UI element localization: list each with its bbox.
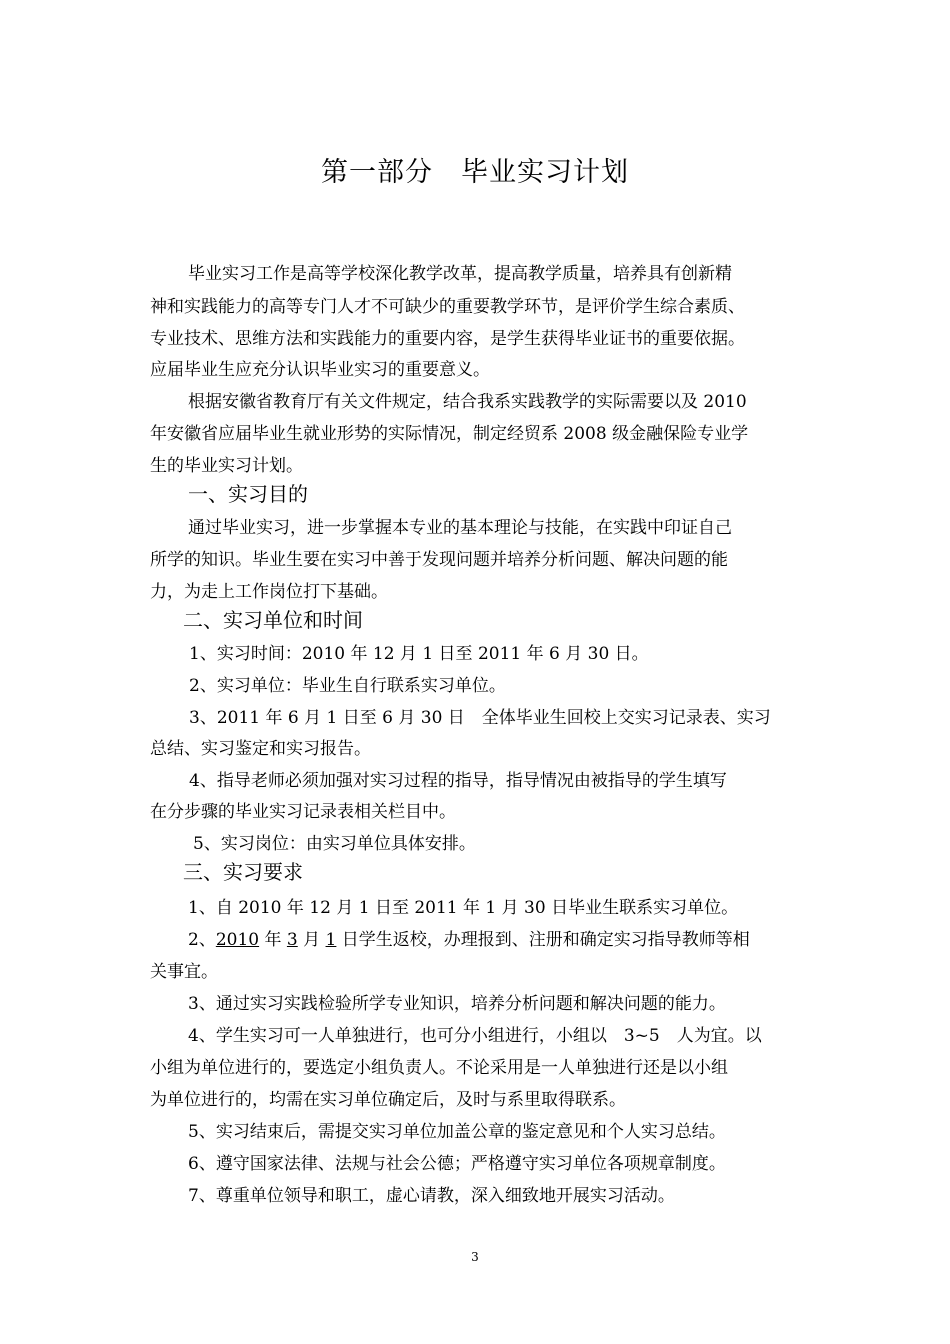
requirement-item: 关事宜。 — [150, 962, 218, 982]
intro-line: 生的毕业实习计划。 — [150, 456, 303, 476]
underlined-day: 1 — [325, 930, 337, 950]
intro-line: 专业技术、思维方法和实践能力的重要内容，是学生获得毕业证书的重要依据。 — [150, 329, 745, 349]
requirement-item: 1、自 2010 年 12 月 1 日至 2011 年 1 月 30 日毕业生联系实习单位。 — [188, 898, 739, 918]
unit-time-item: 在分步骤的毕业实习记录表相关栏目中。 — [150, 802, 456, 822]
intro-line: 根据安徽省教育厅有关文件规定，结合我系实践教学的实际需要以及 2010 — [188, 392, 747, 412]
unit-time-item: 1、实习时间：2010 年 12 月 1 日至 2011 年 6 月 30 日。 — [189, 644, 649, 664]
underlined-year: 2010 — [215, 930, 260, 950]
requirement-item: 为单位进行的，均需在实习单位确定后，及时与系里取得联系。 — [150, 1090, 626, 1110]
underlined-month: 3 — [286, 930, 298, 950]
requirement-item: 7、尊重单位领导和职工，虚心请教，深入细致地开展实习活动。 — [188, 1186, 675, 1206]
unit-time-item: 2、实习单位：毕业生自行联系实习单位。 — [189, 676, 506, 696]
requirement-item — [188, 928, 750, 952]
unit-time-item: 3、2011 年 6 月 1 日至 6 月 30 日 全体毕业生回校上交实习记录表、实习 — [189, 708, 771, 728]
requirement-item: 6、遵守国家法律、法规与社会公德；严格遵守实习单位各项规章制度。 — [188, 1154, 726, 1174]
section-heading-unit-time: 二、实习单位和时间 — [183, 608, 363, 632]
purpose-line: 所学的知识。毕业生要在实习中善于发现问题并培养分析问题、解决问题的能 — [150, 550, 728, 570]
page-number: 3 — [471, 1250, 479, 1264]
intro-line: 毕业实习工作是高等学校深化教学改革，提高教学质量，培养具有创新精 — [188, 264, 732, 284]
requirement-item: 5、实习结束后，需提交实习单位加盖公章的鉴定意见和个人实习总结。 — [188, 1122, 726, 1142]
req-text: 月 — [297, 930, 326, 950]
requirement-item: 4、学生实习可一人单独进行，也可分小组进行，小组以 3~5 人为宜。以 — [188, 1026, 762, 1046]
intro-line: 年安徽省应届毕业生就业形势的实际情况，制定经贸系 2008 级金融保险专业学 — [150, 424, 749, 444]
section-heading-purpose: 一、实习目的 — [188, 482, 308, 506]
unit-time-item: 5、实习岗位：由实习单位具体安排。 — [193, 834, 476, 854]
intro-line: 应届毕业生应充分认识毕业实习的重要意义。 — [150, 360, 490, 380]
page-title: 第一部分 毕业实习计划 — [321, 157, 629, 188]
unit-time-item: 4、指导老师必须加强对实习过程的指导，指导情况由被指导的学生填写 — [189, 771, 727, 791]
requirement-item: 3、通过实习实践检验所学专业知识，培养分析问题和解决问题的能力。 — [188, 994, 726, 1014]
requirement-item: 小组为单位进行的，要选定小组负责人。不论采用是一人单独进行还是以小组 — [150, 1058, 728, 1078]
req-prefix: 2、 — [188, 930, 216, 950]
req-text: 年 — [259, 930, 287, 950]
req-text: 日学生返校，办理报到、注册和确定实习指导教师等相 — [336, 930, 750, 950]
purpose-line: 通过毕业实习，进一步掌握本专业的基本理论与技能，在实践中印证自己 — [188, 518, 732, 538]
unit-time-item: 总结、实习鉴定和实习报告。 — [150, 739, 371, 759]
section-heading-requirements: 三、实习要求 — [183, 860, 303, 884]
purpose-line: 力，为走上工作岗位打下基础。 — [150, 582, 388, 602]
intro-line: 神和实践能力的高等专门人才不可缺少的重要教学环节，是评价学生综合素质、 — [150, 297, 745, 317]
